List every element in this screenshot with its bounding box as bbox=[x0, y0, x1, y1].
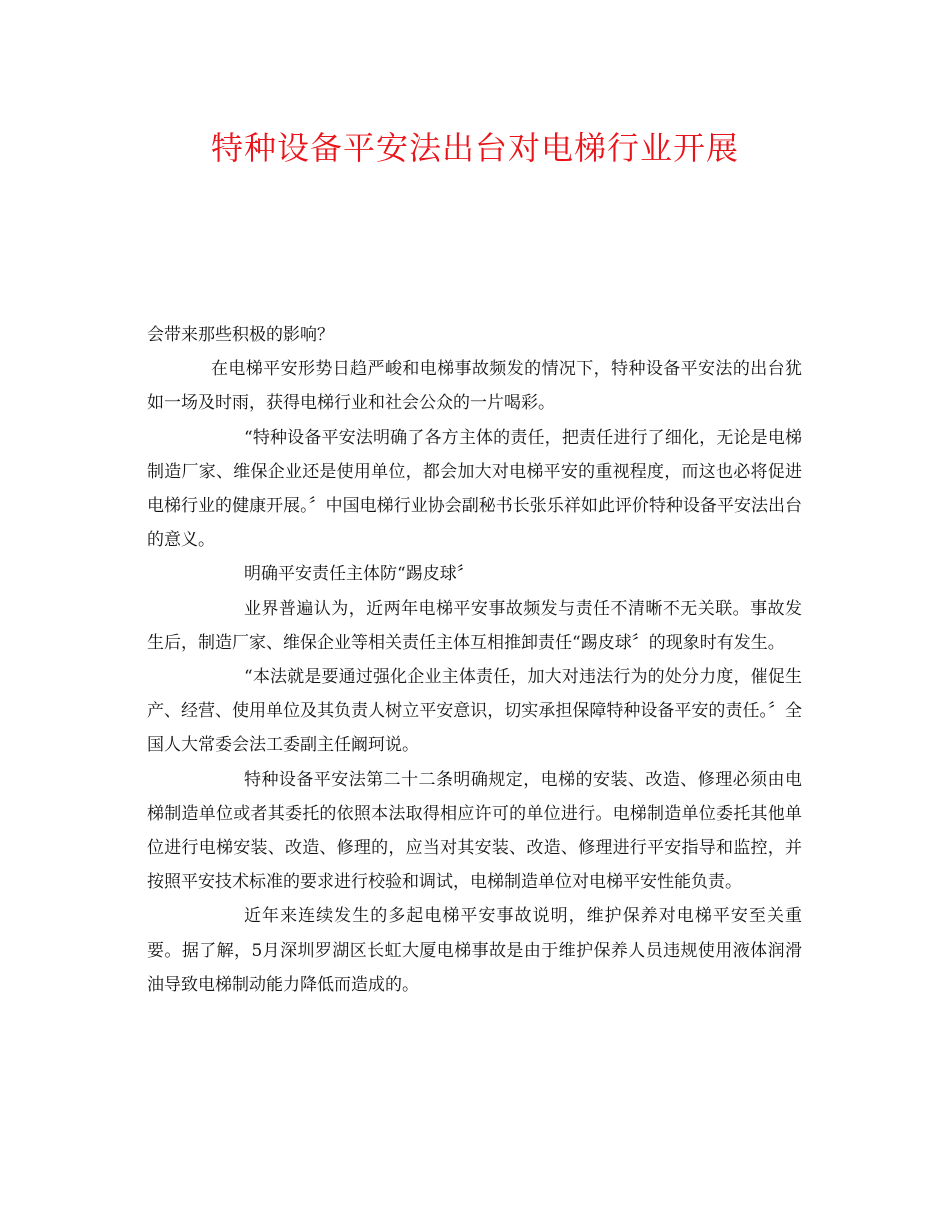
paragraph-intro: 在电梯平安形势日趋严峻和电梯事故频发的情况下，特种设备平安法的出台犹如一场及时雨，获得电梯行业和社会公众的一片喝彩。 bbox=[147, 359, 802, 414]
paragraph-maintenance: 近年来连续发生的多起电梯平安事故说明，维护保养对电梯平安至关重要。据了解，5月深圳罗湖区长虹大厦电梯事故是由于维护保养人员违规使用液体润滑油导致电梯制动能力降低而造成的。 bbox=[147, 906, 802, 995]
paragraph-quote-zhang: “特种设备平安法明确了各方主体的责任，把责任进行了细化，无论是电梯制造厂家、维保企业还是使用单位，都会加大对电梯平安的重视程度，而这也必将促进电梯行业的健康开展。〞中国电梯行业协会副秘书长张乐祥如此评价特种设备平安法出台的意义。 bbox=[147, 427, 802, 551]
paragraph-continuation: 会带来那些积极的影响？ bbox=[147, 325, 334, 345]
document-title: 特种设备平安法出台对电梯行业开展 bbox=[210, 129, 739, 167]
paragraph-article-22: 特种设备平安法第二十二条明确规定，电梯的安装、改造、修理必须由电梯制造单位或者其委托的依照本法取得相应许可的单位进行。电梯制造单位委托其他单位进行电梯安装、改造、修理的，应当对其安装、改造、修理进行平安指导和监控，并按照平安技术标准的要求进行校验和调试，电梯制造单位对电梯平安性能负责。 bbox=[147, 769, 802, 893]
section-heading: 明确平安责任主体防“踢皮球〞 bbox=[244, 564, 474, 585]
paragraph-quote-kan: “本法就是要通过强化企业主体责任，加大对违法行为的处分力度，催促生产、经营、使用单位及其负责人树立平安意识，切实承担保障特种设备平安的责任。〞全国人大常委会法工委副主任阚珂说。 bbox=[147, 667, 802, 756]
document-body bbox=[147, 318, 802, 1002]
paragraph-industry-view: 业界普遍认为，近两年电梯平安事故频发与责任不清晰不无关联。事故发生后，制造厂家、维保企业等相关责任主体互相推卸责任“踢皮球〞的现象时有发生。 bbox=[147, 598, 802, 653]
